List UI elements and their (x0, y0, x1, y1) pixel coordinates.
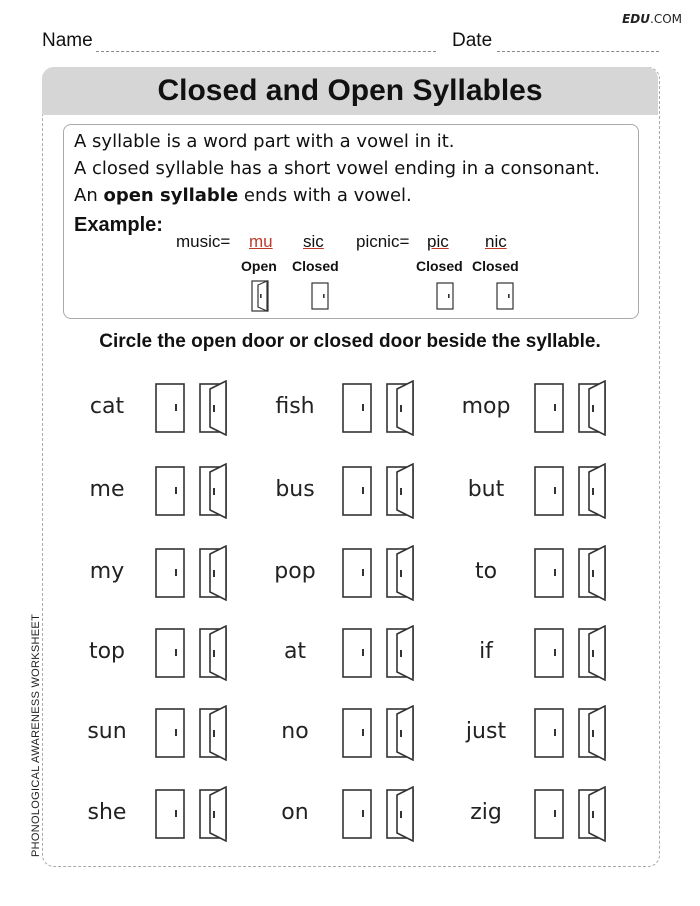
syllable-word: zig (470, 800, 502, 825)
example-syllable-pic: pic (427, 232, 449, 251)
name-label: Name (42, 30, 93, 51)
open-door-icon[interactable] (385, 705, 417, 761)
date-field[interactable] (497, 51, 659, 52)
closed-door-icon[interactable] (341, 382, 373, 434)
page-title: Closed and Open Syllables (42, 67, 658, 115)
open-door-icon[interactable] (577, 463, 609, 519)
open-door-icon[interactable] (198, 625, 230, 681)
open-door-icon[interactable] (198, 380, 230, 436)
brand-suffix: .COM (650, 12, 682, 26)
closed-door-icon[interactable] (154, 547, 186, 599)
open-door-icon[interactable] (577, 786, 609, 842)
definition-line-3-pre: An (74, 185, 104, 206)
example-syllable-sic: sic (303, 232, 324, 251)
example-closed-door-icon-2 (436, 282, 454, 310)
name-field[interactable] (96, 51, 436, 52)
definition-line-1: A syllable is a word part with a vowel in it. (74, 131, 455, 152)
closed-door-icon[interactable] (341, 788, 373, 840)
example-tag-closed-3: Closed (472, 258, 519, 274)
example-tag-closed-2: Closed (416, 258, 463, 274)
syllable-word: my (89, 559, 125, 584)
open-door-icon[interactable] (385, 786, 417, 842)
syllable-word: just (465, 719, 507, 744)
syllable-word: mop (461, 394, 511, 419)
closed-door-icon[interactable] (533, 788, 565, 840)
open-door-icon[interactable] (198, 705, 230, 761)
syllable-word: but (467, 477, 505, 502)
syllable-word: no (281, 719, 309, 744)
open-door-icon[interactable] (385, 463, 417, 519)
syllable-word: at (283, 639, 307, 664)
syllable-word: me (89, 477, 125, 502)
closed-door-icon[interactable] (341, 707, 373, 759)
open-door-icon[interactable] (385, 380, 417, 436)
closed-door-icon[interactable] (154, 465, 186, 517)
example-closed-door-icon-1 (311, 282, 329, 310)
closed-door-icon[interactable] (533, 382, 565, 434)
example-word-2-label: picnic= (356, 232, 410, 251)
example-word-1-label: music= (176, 232, 231, 251)
closed-door-icon[interactable] (341, 465, 373, 517)
open-door-icon[interactable] (577, 625, 609, 681)
open-syllable-term: open syllable (103, 185, 239, 206)
side-label: PHONOLOGICAL AWARENESS WORKSHEET (30, 613, 42, 857)
example-syllable-nic: nic (485, 232, 507, 251)
example-tag-closed-1: Closed (292, 258, 339, 274)
syllable-word: fish (275, 394, 315, 419)
example-closed-door-icon-3 (496, 282, 514, 310)
syllable-word: top (88, 639, 126, 664)
closed-door-icon[interactable] (154, 382, 186, 434)
example-syllable-mu: mu (249, 232, 273, 251)
closed-door-icon[interactable] (154, 707, 186, 759)
syllable-word: if (479, 639, 493, 664)
syllable-word: on (281, 800, 309, 825)
open-door-icon[interactable] (198, 463, 230, 519)
syllable-word: to (474, 559, 498, 584)
open-door-icon[interactable] (577, 705, 609, 761)
date-label: Date (452, 30, 493, 51)
closed-door-icon[interactable] (533, 627, 565, 679)
syllable-word: sun (87, 719, 127, 744)
definition-line-2: A closed syllable has a short vowel ending in a consonant. (74, 158, 600, 179)
syllable-word: pop (274, 559, 316, 584)
instruction: Circle the open door or closed door beside the syllable. (99, 331, 601, 352)
open-door-icon[interactable] (577, 380, 609, 436)
closed-door-icon[interactable] (533, 465, 565, 517)
brand-name: EDU (622, 12, 650, 26)
example-open-door-icon (251, 280, 271, 312)
example-label: Example: (74, 214, 163, 236)
syllable-word: cat (89, 394, 125, 419)
closed-door-icon[interactable] (533, 707, 565, 759)
closed-door-icon[interactable] (341, 547, 373, 599)
open-door-icon[interactable] (198, 545, 230, 601)
definition-line-3 (74, 185, 412, 206)
definition-line-3-post: ends with a vowel. (238, 185, 412, 206)
open-door-icon[interactable] (385, 545, 417, 601)
closed-door-icon[interactable] (154, 788, 186, 840)
open-door-icon[interactable] (577, 545, 609, 601)
closed-door-icon[interactable] (533, 547, 565, 599)
closed-door-icon[interactable] (341, 627, 373, 679)
syllable-word: she (87, 800, 127, 825)
brand-logo (622, 12, 682, 26)
open-door-icon[interactable] (385, 625, 417, 681)
open-door-icon[interactable] (198, 786, 230, 842)
syllable-word: bus (275, 477, 315, 502)
closed-door-icon[interactable] (154, 627, 186, 679)
example-tag-open: Open (241, 258, 277, 274)
